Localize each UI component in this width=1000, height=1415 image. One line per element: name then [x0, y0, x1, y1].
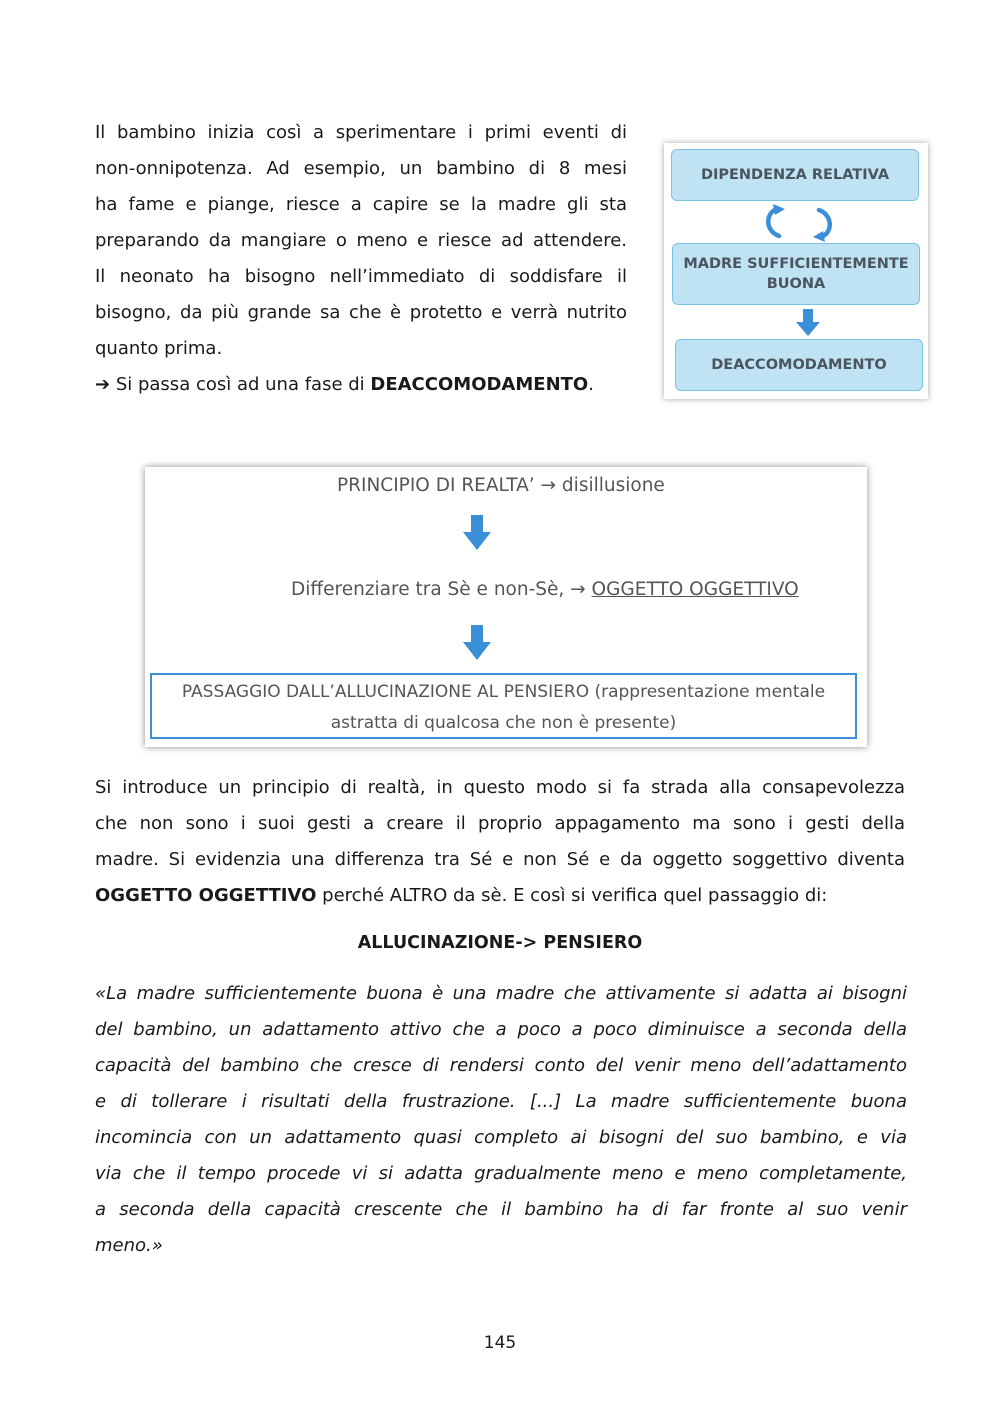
box-dipendenza-relativa	[671, 149, 919, 201]
quote-line: e di tollerare i risultati della frustrazione. [...] La madre sufficientemente buona	[95, 1091, 907, 1112]
diagram-reality-principle	[145, 467, 867, 747]
intro-line: preparando da mangiare o meno e riesce ad attendere.	[95, 230, 627, 251]
box-label: DIPENDENZA RELATIVA	[700, 167, 890, 183]
arrow-line-text: Si passa così ad una fase di	[115, 374, 371, 395]
page-number: 145	[483, 1333, 517, 1353]
quote-line: via che il tempo procede vi si adatta gradualmente meno e meno completamente,	[95, 1163, 907, 1184]
quote-line: del bambino, un adattamento attivo che a poco a poco diminuisce a seconda della	[95, 1019, 907, 1040]
body-line: Si introduce un principio di realtà, in questo modo si fa strada alla consapevolezza	[95, 777, 905, 798]
passaggio-box	[150, 673, 857, 739]
box-label-line2: BUONA	[766, 276, 826, 292]
box-label-line1: MADRE SUFFICIENTEMENTE	[683, 256, 909, 272]
intro-line: Il neonato ha bisogno nell’immediato di soddisfare il	[95, 266, 627, 287]
winnicott-quote	[95, 976, 907, 1264]
down-arrow-icon	[463, 515, 491, 551]
body-paragraph	[95, 770, 905, 914]
body-line: che non sono i suoi gesti a creare il proprio appagamento ma sono i gesti della	[95, 813, 905, 834]
deaccomodamento-bold: DEACCOMODAMENTO	[370, 374, 589, 395]
passaggio-line1: PASSAGGIO DALL’ALLUCINAZIONE AL PENSIERO (rappresentazione mentale	[181, 682, 826, 702]
quote-line: capacità del bambino che cresce di rendersi conto del venir meno dell’adattamento	[95, 1055, 907, 1076]
down-arrow-icon	[796, 309, 820, 337]
cycle-arrows-icon	[759, 203, 839, 243]
differenziare-label	[291, 579, 799, 600]
quote-line: incomincia con un adattamento quasi completo ai bisogni del suo bambino, e via	[95, 1127, 907, 1148]
intro-line: non-onnipotenza. Ad esempio, un bambino di 8 mesi	[95, 158, 627, 179]
oggetto-oggettivo-bold: OGGETTO OGGETTIVO	[95, 885, 317, 906]
arrow-line	[95, 367, 627, 403]
differenziare-text: Differenziare tra Sè e non-Sè, →	[291, 579, 592, 600]
intro-line: bisogno, da più grande sa che è protetto e verrà nutrito	[95, 302, 627, 323]
box-deaccomodamento	[675, 339, 923, 391]
oggetto-oggettivo-underlined: OGGETTO OGGETTIVO	[591, 579, 799, 600]
quote-line: «La madre sufficientemente buona è una madre che attivamente si adatta ai bisogni	[95, 983, 907, 1004]
quote-line: meno.»	[95, 1235, 163, 1256]
intro-line: quanto prima.	[95, 338, 223, 359]
box-label: DEACCOMODAMENTO	[711, 357, 887, 373]
arrow-line-end: .	[588, 374, 594, 395]
intro-line: ha fame e piange, riesce a capire se la madre gli sta	[95, 194, 627, 215]
diagram-relative-dependence	[664, 143, 928, 399]
quote-line: a seconda della capacità crescente che il bambino ha di far fronte al suo venir	[95, 1199, 907, 1220]
body-line-rest: perché ALTRO da sè. E così si verifica quel passaggio di:	[316, 885, 828, 906]
intro-line: Il bambino inizia così a sperimentare i primi eventi di	[95, 122, 627, 143]
intro-paragraph	[95, 115, 627, 403]
body-line: madre. Si evidenzia una differenza tra Sé e non Sé e da oggetto soggettivo diventa	[95, 849, 905, 870]
section-heading: ALLUCINAZIONE-> PENSIERO	[357, 933, 643, 953]
box-madre-sufficientemente-buona	[672, 243, 920, 305]
right-arrow-icon: ➔	[95, 374, 111, 395]
down-arrow-icon	[463, 625, 491, 661]
body-line	[95, 878, 905, 914]
principio-di-realta-label: PRINCIPIO DI REALTA’ → disillusione	[337, 475, 665, 496]
passaggio-line2: astratta di qualcosa che non è presente)	[330, 713, 677, 733]
